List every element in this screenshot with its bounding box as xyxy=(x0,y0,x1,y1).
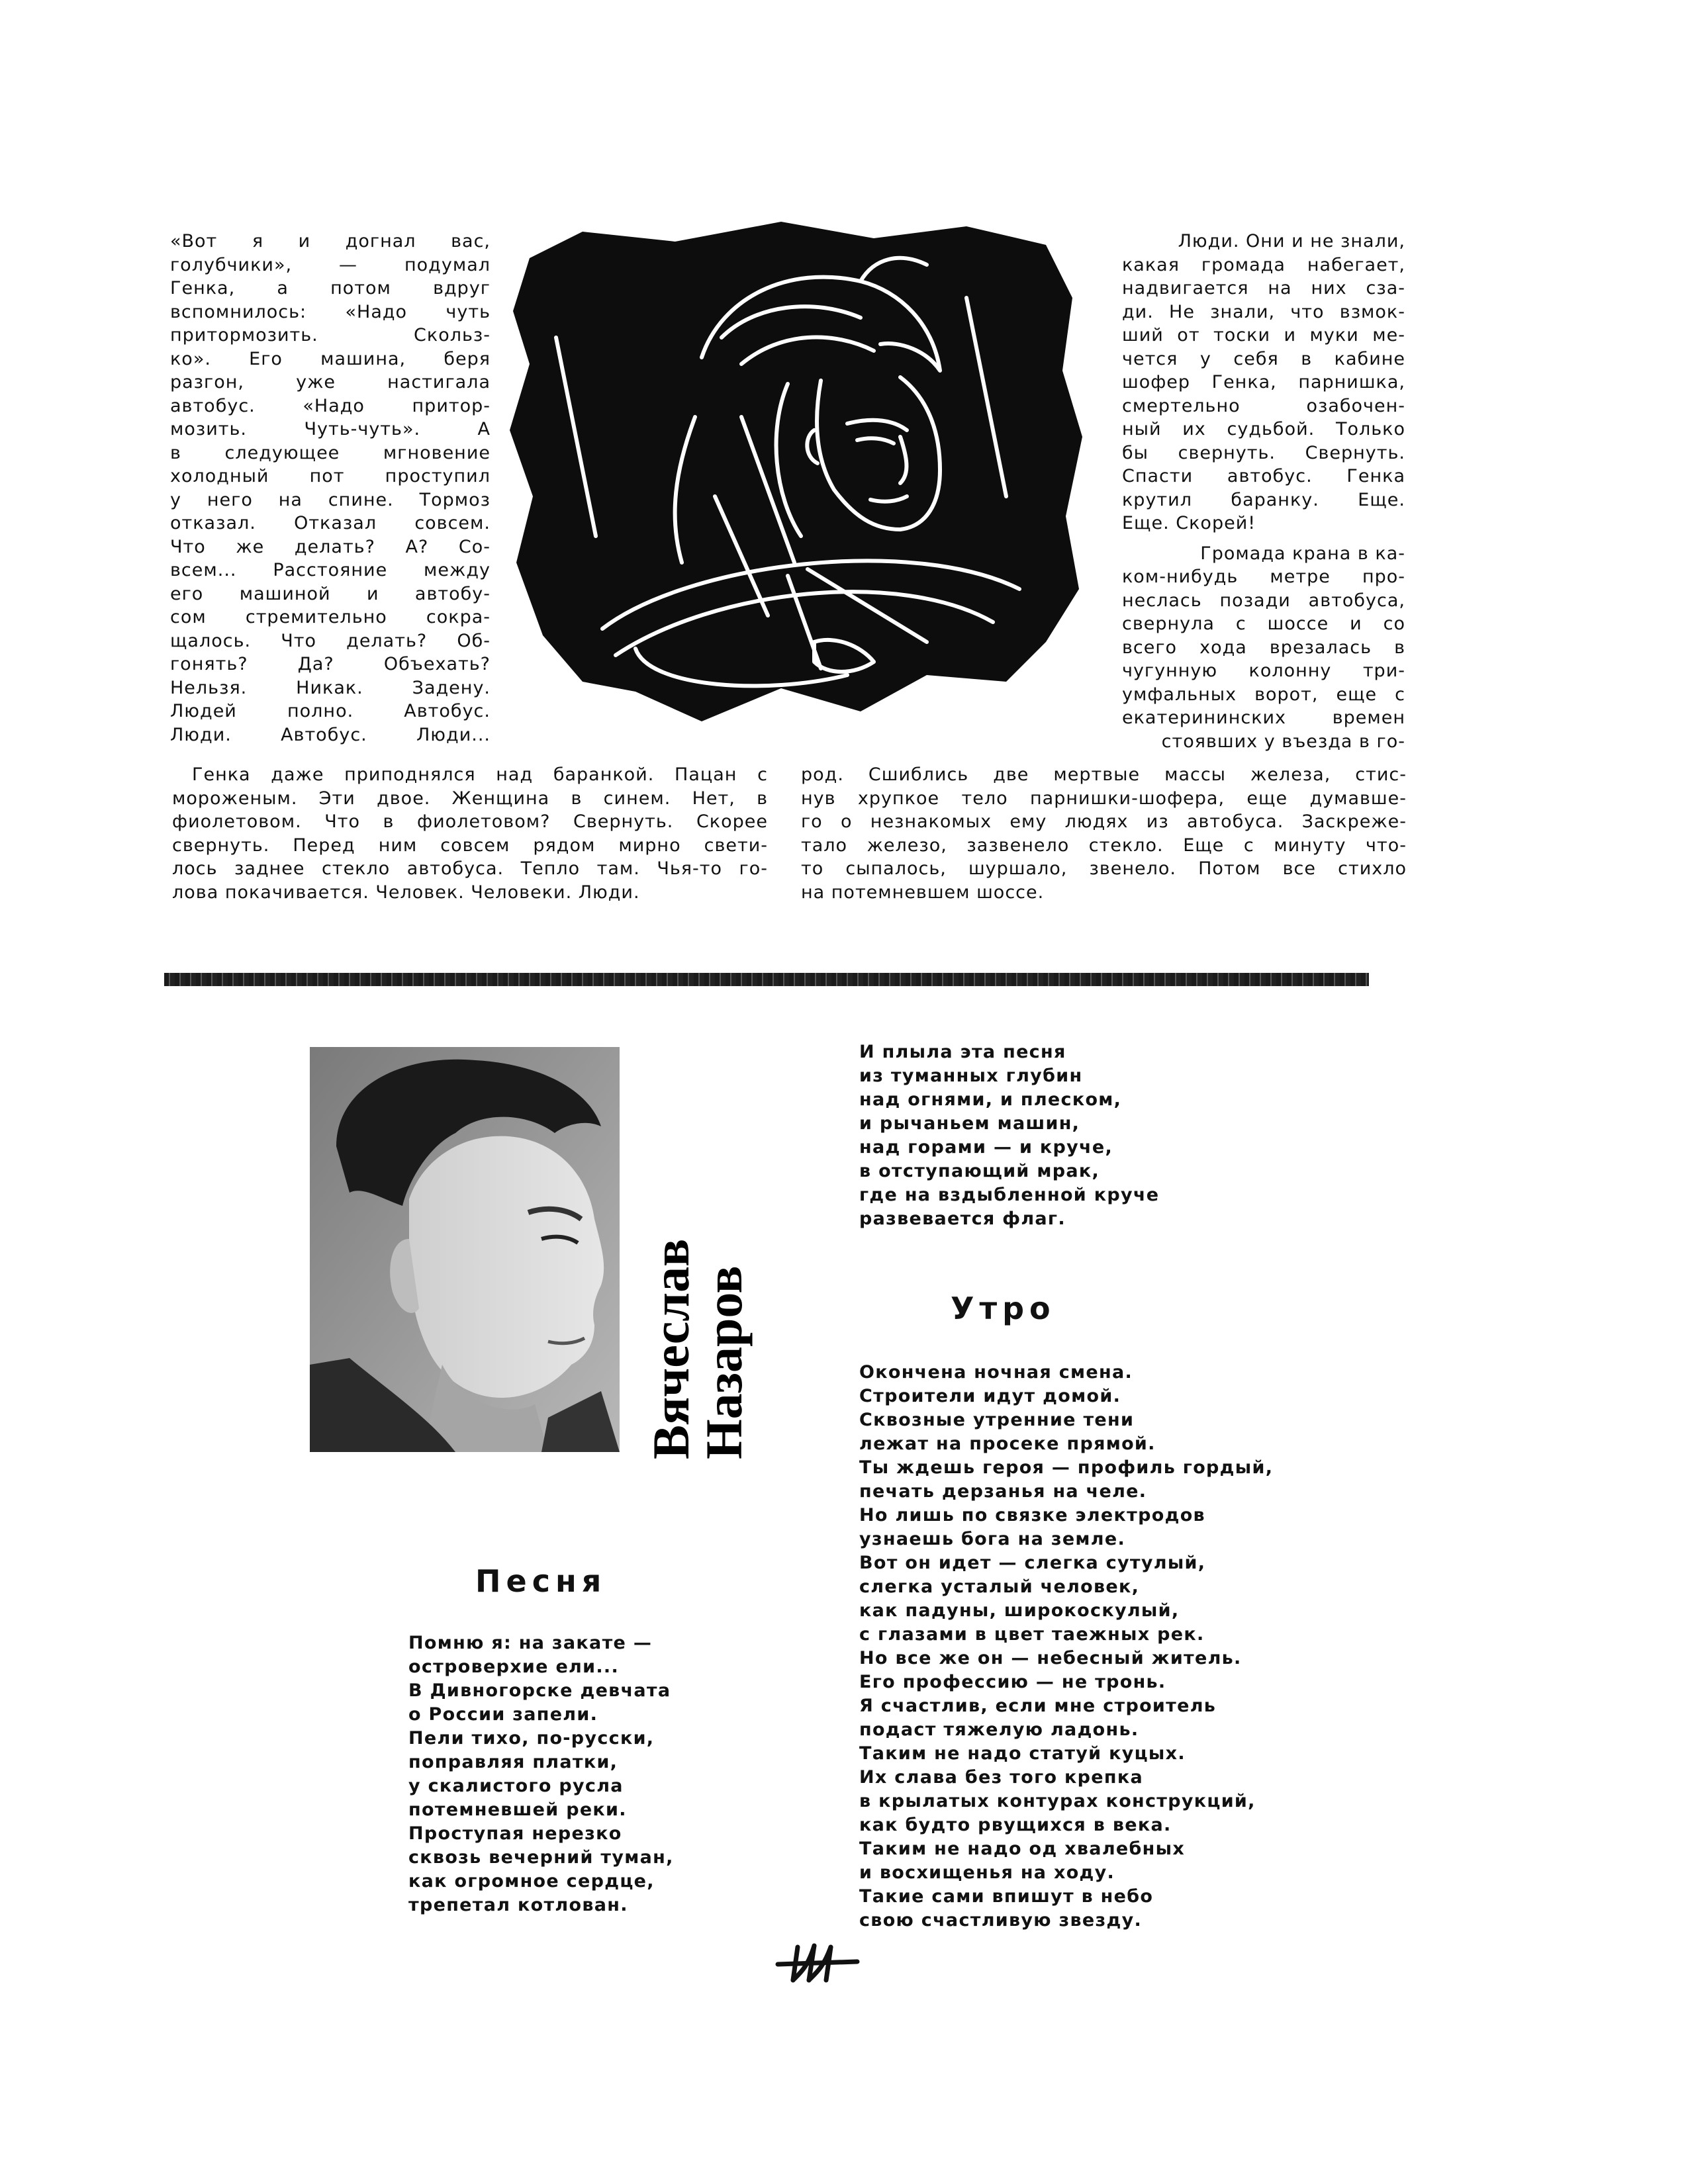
poem-line: где на вздыбленной круче xyxy=(859,1185,1160,1205)
text-line: стоявших у въезда в го- xyxy=(1161,731,1405,752)
text-line: притормозить. Скольз- xyxy=(170,325,491,345)
poem-line: развевается флаг. xyxy=(859,1208,1066,1229)
text-line: Люди. Они и не знали, xyxy=(1178,231,1405,251)
text-line: Нельзя. Никак. Задену. xyxy=(170,677,491,698)
text-line: Громада крана в ка- xyxy=(1200,543,1405,564)
poem-line: и рычаньем машин, xyxy=(859,1113,1080,1134)
poem-line: В Дивногорске девчата xyxy=(408,1680,671,1701)
text-line: свернула с шоссе и со xyxy=(1122,614,1405,634)
text-line: фиолетовом. Что в фиолетовом? Свернуть. Скорее xyxy=(172,811,768,832)
poem-line: над горами — и круче, xyxy=(859,1137,1113,1158)
text-line: гонять? Да? Объехать? xyxy=(170,654,491,674)
driver-illustration xyxy=(503,218,1086,728)
poem-line: Строители идут домой. xyxy=(859,1386,1121,1406)
text-line: свернуть. Перед ним совсем рядом мирно свети- xyxy=(172,835,768,856)
text-line: Спасти автобус. Генка xyxy=(1122,466,1405,486)
text-line: тало железо, зазвенело стекло. Еще с минуту что- xyxy=(801,835,1407,856)
poem-line: Но все же он — небесный житель. xyxy=(859,1648,1242,1668)
text-line: Людей полно. Автобус. xyxy=(170,701,491,721)
poem-line: Пели тихо, по-русски, xyxy=(408,1728,655,1749)
text-line: крутил баранку. Еще. xyxy=(1122,489,1405,510)
poem-line: потемневшей реки. xyxy=(408,1799,627,1820)
poem-line: Сквозные утренние тени xyxy=(859,1410,1135,1430)
story-left-column xyxy=(170,230,491,747)
text-line: Генка, а потом вдруг xyxy=(170,278,491,298)
poem-line: узнаешь бога на земле. xyxy=(859,1529,1126,1549)
text-line: мозить. Чуть-чуть». А xyxy=(170,419,491,439)
poem-line: и восхищенья на ходу. xyxy=(859,1862,1115,1883)
text-line: смертельно озабочен- xyxy=(1122,395,1405,416)
poem-pesnya xyxy=(408,1631,674,1917)
text-line: екатерининских времен xyxy=(1122,707,1405,728)
poem-line: с глазами в цвет таежных рек. xyxy=(859,1624,1205,1645)
author-first-name: Вячеслав xyxy=(642,1238,700,1459)
poem-line: Помню я: на закате — xyxy=(408,1633,653,1653)
text-line: Люди. Автобус. Люди... xyxy=(170,724,491,745)
text-line: его машиной и автобу- xyxy=(170,583,491,604)
poem-line: как будто рвущихся в века. xyxy=(859,1815,1172,1835)
poem-line: свою счастливую звезду. xyxy=(859,1910,1143,1931)
text-line: чется у себя в кабине xyxy=(1122,348,1405,369)
author-portrait xyxy=(310,1047,620,1452)
poem-line: из туманных глубин xyxy=(859,1066,1083,1086)
text-line: щалось. Что делать? Об- xyxy=(170,630,491,651)
poem-line: подаст тяжелую ладонь. xyxy=(859,1719,1139,1740)
poem-line: Вот он идет — слегка сутулый, xyxy=(859,1553,1206,1573)
poem-line: слегка усталый человек, xyxy=(859,1576,1140,1597)
poem-line: Таким не надо од хвалебных xyxy=(859,1839,1186,1859)
text-line: чугунную колонну три- xyxy=(1122,660,1405,681)
text-line: нув хрупкое тело парнишки-шофера, еще думавше- xyxy=(801,788,1407,809)
text-line: род. Сшиблись две мертвые массы железа, стис- xyxy=(801,764,1407,785)
text-line: Генка даже приподнялся над баранкой. Пацан с xyxy=(192,764,768,785)
text-line: Что же делать? А? Со- xyxy=(170,536,491,557)
poem-line: о России запели. xyxy=(408,1704,598,1725)
text-line: отказал. Отказал совсем. xyxy=(170,513,491,533)
poem-line: лежат на просеке прямой. xyxy=(859,1433,1156,1454)
poem-line: печать дерзанья на челе. xyxy=(859,1481,1147,1502)
poem-line: Их слава без того крепка xyxy=(859,1767,1143,1788)
ink-background xyxy=(510,222,1082,721)
text-line: в следующее мгновение xyxy=(170,442,491,463)
poem-line: как огромное сердце, xyxy=(408,1871,655,1891)
text-line: у него на спине. Тормоз xyxy=(170,489,491,510)
text-line: умфальных ворот, еще с xyxy=(1122,684,1405,705)
poem-line: Его профессию — не тронь. xyxy=(859,1672,1166,1692)
text-line: лова покачивается. Человек. Человеки. Люди. xyxy=(172,882,640,903)
text-line: на потемневшем шоссе. xyxy=(801,882,1045,903)
poem-line: И плыла эта песня xyxy=(859,1042,1066,1062)
text-line: вспомнилось: «Надо чуть xyxy=(170,301,491,322)
text-line: шофер Генка, парнишка, xyxy=(1122,372,1405,392)
text-line: «Вот я и догнал вас, xyxy=(170,231,491,251)
poem-line: островерхие ели... xyxy=(408,1657,620,1677)
text-line: Еще. Скорей! xyxy=(1122,513,1256,533)
text-line: сом стремительно сокра- xyxy=(170,607,491,627)
poem-line: в крылатых контурах конструкций, xyxy=(859,1791,1256,1811)
text-line: ко». Его машина, беря xyxy=(170,348,491,369)
poem-line: Ты ждешь героя — профиль гордый, xyxy=(859,1457,1274,1478)
text-line: автобус. «Надо притор- xyxy=(170,395,491,416)
text-line: лось заднее стекло автобуса. Тепло там. Чья-то го- xyxy=(172,858,768,879)
poem-line: над огнями, и плеском, xyxy=(859,1089,1122,1110)
text-line: го о незнакомых ему людях из автобуса. Заскреже- xyxy=(801,811,1407,832)
poem-line: как падуны, широкоскулый, xyxy=(859,1600,1180,1621)
text-line: бы свернуть. Свернуть. xyxy=(1122,442,1405,463)
text-line: голубчики», — подумал xyxy=(170,254,491,275)
text-line: то сыпалось, шуршало, звенело. Потом все стихло xyxy=(801,858,1407,879)
text-line: надвигается на них сза- xyxy=(1122,278,1405,298)
poem-line: в отступающий мрак, xyxy=(859,1161,1100,1181)
story-bottom-left xyxy=(172,763,768,904)
poem-line: Я счастлив, если мне строитель xyxy=(859,1696,1217,1716)
text-line: какая громада набегает, xyxy=(1122,254,1405,275)
story-bottom-right xyxy=(801,763,1407,904)
text-line: ком-нибудь метре про- xyxy=(1122,567,1405,587)
text-line: ный их судьбой. Только xyxy=(1122,419,1405,439)
text-line: холодный пот проступил xyxy=(170,466,491,486)
poem-title-utro: Утро xyxy=(951,1291,1056,1326)
poem-line: Такие сами впишут в небо xyxy=(859,1886,1154,1907)
poem-utro xyxy=(859,1361,1273,1933)
text-line: ди. Не знали, что взмок- xyxy=(1122,301,1405,322)
face xyxy=(409,1136,604,1398)
story-right-column xyxy=(1122,230,1405,753)
poem-line: Но лишь по связке электродов xyxy=(859,1505,1205,1525)
text-line: всем... Расстояние между xyxy=(170,560,491,580)
poem-flag-stanza xyxy=(859,1040,1159,1231)
poem-line: Проступая нерезко xyxy=(408,1823,622,1844)
poem-line: поправляя платки, xyxy=(408,1752,618,1772)
poem-line: Таким не надо статуй куцых. xyxy=(859,1743,1186,1764)
author-last-name: Назаров xyxy=(695,1265,753,1459)
section-divider xyxy=(164,973,1369,986)
poem-line: трепетал котлован. xyxy=(408,1895,628,1915)
poem-line: у скалистого русла xyxy=(408,1776,624,1796)
text-line: ший от тоски и муки ме- xyxy=(1122,325,1405,345)
text-line: всего хода врезалась в xyxy=(1122,637,1405,658)
text-line: неслась позади автобуса, xyxy=(1122,590,1405,611)
page-ornament-mark xyxy=(774,1939,861,1985)
text-line: мороженым. Эти двое. Женщина в синем. Нет, в xyxy=(172,788,768,809)
author-name xyxy=(642,1175,758,1466)
poem-line: Окончена ночная смена. xyxy=(859,1362,1133,1383)
poem-title-pesnya: Песня xyxy=(475,1563,607,1599)
text-line: разгон, уже настигала xyxy=(170,372,491,392)
poem-line: сквозь вечерний туман, xyxy=(408,1847,674,1868)
